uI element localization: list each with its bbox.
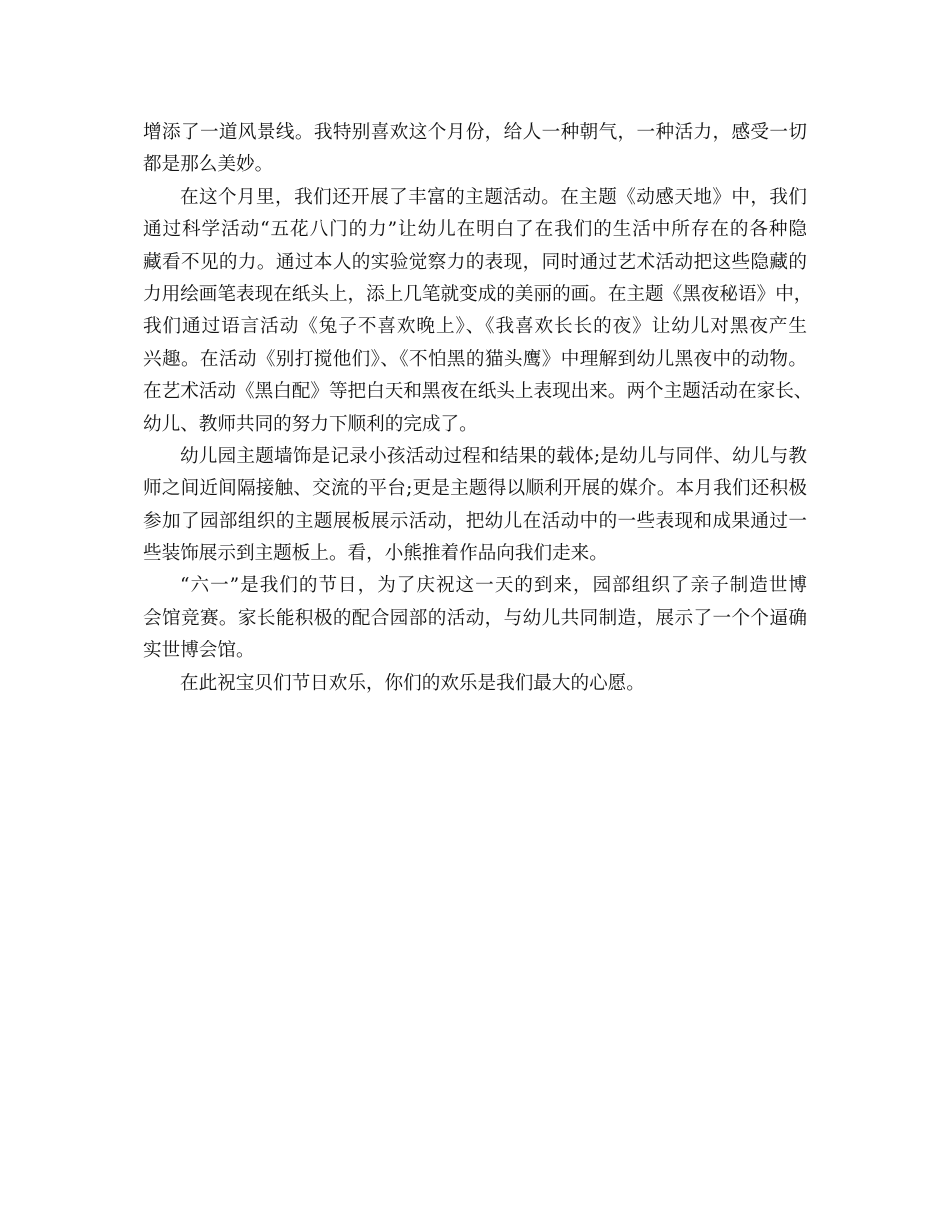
text-line: 会馆竞赛。家长能积极的配合园部的活动，与幼儿共同制造，展示了一个个逼确 bbox=[143, 607, 807, 629]
text-line: 通过科学活动“五花八门的力”让幼儿在明白了在我们的生活中所存在的各种隐 bbox=[143, 219, 807, 241]
text-line: 幼儿园主题墙饰是记录小孩活动过程和结果的载体;是幼儿与同伴、幼儿与教 bbox=[180, 445, 807, 467]
text-line: 都是那么美妙。 bbox=[143, 154, 274, 176]
text-line: 些装饰展示到主题板上。看，小熊推着作品向我们走来。 bbox=[143, 543, 608, 565]
text-line: 在此祝宝贝们节日欢乐，你们的欢乐是我们最大的心愿。 bbox=[180, 672, 645, 694]
text-line: 我们通过语言活动《兔子不喜欢晚上》、《我喜欢长长的夜》让幼儿对黑夜产生 bbox=[143, 316, 807, 338]
text-line: 兴趣。在活动《别打搅他们》、《不怕黑的猫头鹰》中理解到幼儿黑夜中的动物。 bbox=[143, 348, 807, 370]
paragraph-3 bbox=[143, 441, 807, 571]
text-line: “六一”是我们的节日，为了庆祝这一天的到来，园部组织了亲子制造世博 bbox=[180, 575, 807, 597]
paragraph-4 bbox=[143, 570, 807, 667]
text-line: 力用绘画笔表现在纸头上，添上几笔就变成的美丽的画。在主题《黑夜秘语》中， bbox=[143, 283, 813, 305]
text-line: 师之间近间隔接触、交流的平台;更是主题得以顺利开展的媒介。本月我们还积极 bbox=[143, 478, 807, 500]
text-line: 幼儿、教师共同的努力下顺利的完成了。 bbox=[143, 413, 478, 435]
text-line: 增添了一道风景线。我特别喜欢这个月份，给人一种朝气，一种活力，感受一切 bbox=[143, 122, 807, 143]
paragraph-2 bbox=[143, 182, 813, 441]
text-line: 实世博会馆。 bbox=[143, 640, 255, 662]
body-text bbox=[143, 117, 813, 700]
paragraph-1 bbox=[143, 117, 807, 182]
text-line: 在这个月里，我们还开展了丰富的主题活动。在主题《动感天地》中，我们 bbox=[180, 186, 807, 208]
text-line: 参加了园部组织的主题展板展示活动，把幼儿在活动中的一些表现和成果通过一 bbox=[143, 510, 807, 532]
text-line: 藏看不见的力。通过本人的实验觉察力的表现，同时通过艺术活动把这些隐藏的 bbox=[143, 251, 807, 273]
text-line: 在艺术活动《黑白配》等把白天和黑夜在纸头上表现出来。两个主题活动在家长、 bbox=[143, 381, 813, 403]
paragraph-5 bbox=[143, 668, 807, 700]
